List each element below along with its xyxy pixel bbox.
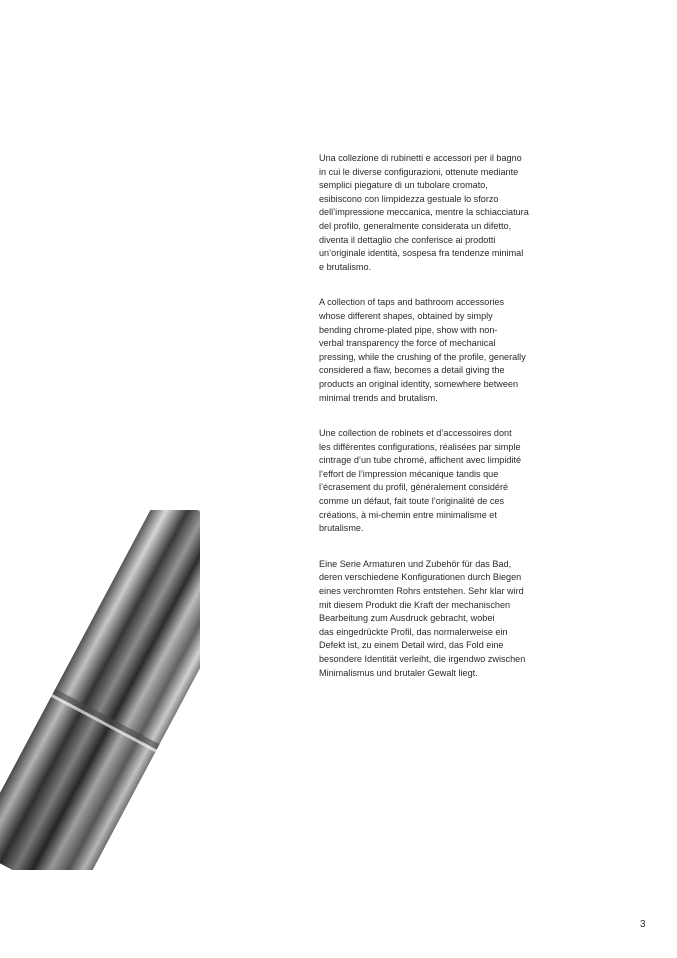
paragraph-italian: Una collezione di rubinetti e accessori per il bagno in cui le diverse configurazioni, ottenute mediante semplici piegature di un tubolare cromato, esibiscono con limpidezza gestuale lo sforzo dell’impressione meccanica, mentre la schiacciatura del profilo, generalmente considerata un difetto, diventa il dettaglio che conferisce ai prodotti un’originale identità, sospesa fra tendenze minimal e brutalismo. <box>319 153 529 272</box>
page-number: 3 <box>640 919 646 930</box>
paragraph-french: Une collection de robinets et d’accessoires dont les différentes configurations, réalisées par simple cintrage d’un tube chromé, affichent avec limpidité l’effort de l’impression mécanique tandis que l’écrasement du profil, généralement considéré comme un défaut, fait toute l’originalité de ces créations, à mi-chemin entre minimalisme et brutalisme. <box>319 428 522 534</box>
paragraph-english: A collection of taps and bathroom accessories whose different shapes, obtained by simply bending chrome-plated pipe, show with non- verbal transparency the force of mechanical pressing, while the crushing of the profile, generally considered a flaw, becomes a detail giving the products an original identity, somewhere between minimal trends and brutalism. <box>319 297 526 403</box>
chrome-pipe-image <box>0 510 200 870</box>
paragraph-german: Eine Serie Armaturen und Zubehör für das Bad, deren verschiedene Konfigurationen durch Biegen eines verchromten Rohrs entstehen. Sehr klar wird mit diesem Produkt die Kraft der mechanischen Bearbeitung zum Ausdruck gebracht, wobei das eingedrückte Profil, das normalerweise ein Defekt ist, zu einem Detail wird, das Fold eine besondere Identität verleiht, die irgendwo zwischen Minimalismus und brutaler Gewalt liegt. <box>319 558 526 678</box>
description-column <box>319 152 545 702</box>
